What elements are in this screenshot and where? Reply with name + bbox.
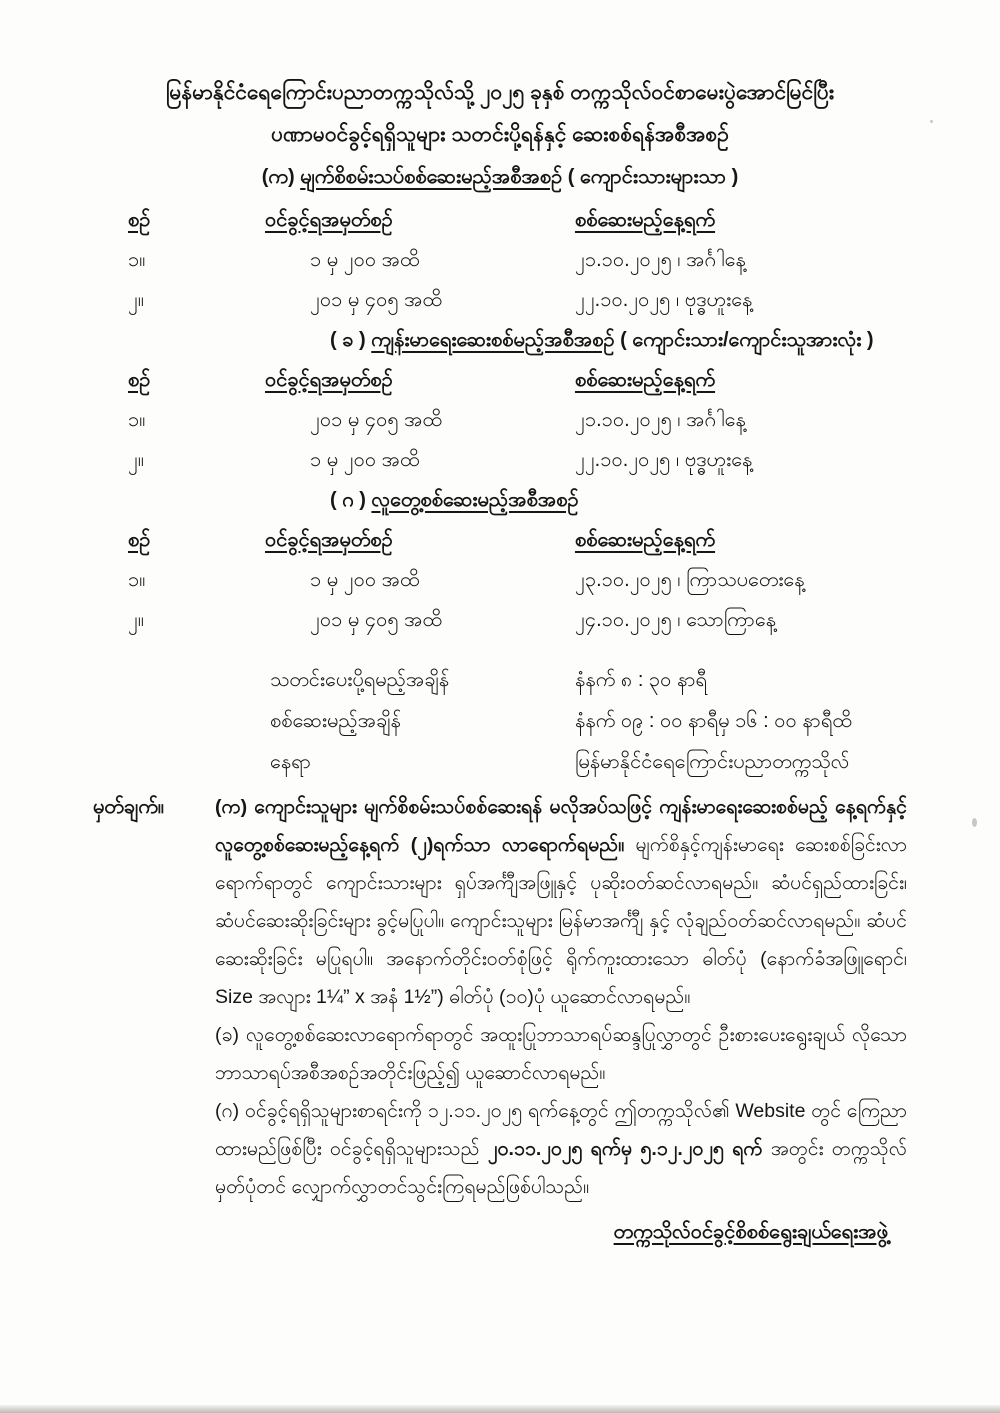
report-info-block	[0, 660, 1000, 783]
subsection-suffix: ( ကျောင်းသား/ကျောင်းသူအားလုံး )	[614, 329, 874, 351]
cell-serial: ၂။	[128, 289, 144, 311]
cell-serial: ၁။	[128, 409, 146, 431]
info-label: သတင်းပေးပို့ရမည့်အချိန်	[270, 669, 450, 691]
note-text-segment: ၂၀.၁၁.၂၀၂၅ ရက်မှ ၅.၁၂.၂၀၂၅ ရက်	[487, 1138, 763, 1160]
info-label: စစ်ဆေးမည့်အချိန်	[270, 710, 401, 732]
column-header-roll	[265, 200, 575, 240]
column-header-no-label: စဉ်	[128, 529, 151, 551]
table-header-row	[128, 360, 1000, 400]
cell-roll-range: ၁ မှ ၂၀၀ အထိ	[310, 569, 420, 591]
section-a-label: (က)	[261, 166, 295, 188]
eye-test-schedule-table	[0, 200, 1000, 320]
subsection-label: ( ခ )	[330, 329, 372, 351]
section-a-title: မျက်စိစမ်းသပ်စစ်ဆေးမည့်အစီအစဉ်	[300, 166, 563, 188]
column-header-no	[128, 520, 265, 560]
info-row	[270, 742, 1000, 783]
interview-schedule-table	[0, 520, 1000, 640]
cell-roll-range: ၂၀၁ မှ ၄၀၅ အထိ	[310, 289, 442, 311]
column-header-roll	[265, 360, 575, 400]
note-text-segment: (က) ကျောင်းသူများ မျက်စိစမ်းသပ်စစ်ဆေးရန် မလိုအပ်သဖြင့် ကျန်းမာရေးဆေးစစ်မည့် နေ့ရက်နှင့် လူတွေ့စစ်ဆေးမည့်နေ့ရက် (၂)ရက်သာ လာရောက်ရမည်။	[215, 796, 907, 856]
section-a-suffix: ( ကျောင်းသားများသာ )	[567, 166, 739, 188]
column-header-roll	[265, 520, 575, 560]
table-row	[128, 280, 1000, 320]
cell-exam-date: ၂၃.၁၀.၂၀၂၅ ၊ ကြာသပတေးနေ့	[575, 569, 805, 591]
note-c	[215, 1092, 907, 1206]
schedule-tables	[0, 200, 1000, 640]
column-header-no	[128, 360, 265, 400]
cell-roll-range: ၁ မှ ၂၀၀ အထိ	[310, 449, 420, 471]
column-header-no-label: စဉ်	[128, 369, 151, 391]
note-paragraphs	[215, 788, 907, 1206]
note-text-segment: မျက်စိနှင့်ကျန်းမာရေး ဆေးစစ်ခြင်းလာရောက်ရာတွင် ကျောင်းသားများ ရှပ်အင်္ကျီအဖြူနှင့် ပုဆိုးဝတ်ဆင်လာရမည်။ ဆံပင်ရှည်ထားခြင်း၊ ဆံပင်ဆေးဆိုးခြင်းများ ခွင့်မပြုပါ။ ကျောင်းသူများ မြန်မာအင်္ကျီ နှင့် လုံချည်ဝတ်ဆင်လာရမည်။ ဆံပင်ဆေးဆိုးခြင်း မပြုရပါ။ အနောက်တိုင်းဝတ်စုံဖြင့် ရိုက်ကူးထားသော ဓါတ်ပုံ (နောက်ခံအဖြူရောင်၊ Size အလျား 1¼” x အနံ 1½”) ဓါတ်ပုံ (၁၀)ပုံ ယူဆောင်လာရမည်။	[215, 834, 907, 1008]
note-a	[215, 788, 907, 1016]
notes-heading: မှတ်ချက်။	[93, 796, 164, 818]
notes-section	[0, 788, 1000, 1206]
column-header-date	[575, 520, 1000, 560]
scan-artifact	[930, 120, 933, 123]
cell-exam-date: ၂၂.၁၀.၂၀၂၅ ၊ ဗုဒ္ဓဟူးနေ့	[575, 289, 753, 311]
cell-exam-date: ၂၂.၁၀.၂၀၂၅ ၊ ဗုဒ္ဓဟူးနေ့	[575, 449, 753, 471]
document-header	[0, 72, 1000, 198]
column-header-date-label: စစ်ဆေးမည့်နေ့ရက်	[575, 209, 716, 231]
column-header-roll-label: ဝင်ခွင့်ရအမှတ်စဉ်	[265, 529, 393, 551]
cell-serial: ၁။	[128, 249, 146, 271]
signature-line	[0, 1218, 1000, 1248]
column-header-roll-label: ဝင်ခွင့်ရအမှတ်စဉ်	[265, 369, 393, 391]
column-header-date-label: စစ်ဆေးမည့်နေ့ရက်	[575, 529, 716, 551]
cell-exam-date: ၂၁.၁၀.၂၀၂၅ ၊ အင်္ဂါနေ့	[575, 409, 746, 431]
table-row	[128, 560, 1000, 600]
subsection-heading	[330, 480, 1000, 520]
table-row	[128, 400, 1000, 440]
subsection-title: ကျန်းမာရေးဆေးစစ်မည့်အစီအစဉ်	[371, 329, 615, 351]
column-header-no-label: စဉ်	[128, 209, 151, 231]
info-value: နံနက် ၈ : ၃၀ နာရီ	[575, 669, 708, 691]
title-line-2: ပဏာမဝင်ခွင့်ရရှိသူများ သတင်းပို့ရန်နှင့် ဆေးစစ်ရန်အစီအစဉ်	[271, 123, 729, 146]
table-header-row	[128, 520, 1000, 560]
cell-serial: ၂။	[128, 609, 144, 631]
title-line-1: မြန်မာနိုင်ငံရေကြောင်းပညာတက္ကသိုလ်သို့ ၂၀၂၅ ခုနှစ် တက္ကသိုလ်ဝင်စာမေးပွဲအောင်မြင်ပြီး	[165, 81, 835, 104]
column-header-date-label: စစ်ဆေးမည့်နေ့ရက်	[575, 369, 716, 391]
column-header-date	[575, 360, 1000, 400]
cell-serial: ၁။	[128, 569, 146, 591]
table-header-row	[128, 200, 1000, 240]
info-row	[270, 660, 1000, 701]
column-header-roll-label: ဝင်ခွင့်ရအမှတ်စဉ်	[265, 209, 393, 231]
cell-exam-date: ၂၄.၁၀.၂၀၂၅ ၊ သောကြာနေ့	[575, 609, 777, 631]
cell-roll-range: ၂၀၁ မှ ၄၀၅ အထိ	[310, 409, 442, 431]
subsection-heading	[330, 320, 1000, 360]
section-a-heading	[0, 156, 1000, 198]
note-text-segment: (ခ) လူတွေ့စစ်ဆေးလာရောက်ရာတွင် အထူးပြုဘာသာရပ်ဆန္ဒပြုလွှာတွင် ဦးစားပေးရွေးချယ် လိုသောဘာသာရပ်အစီအစဉ်အတိုင်းဖြည့်၍ ယူဆောင်လာရမည်။	[215, 1024, 907, 1084]
scan-artifact	[972, 818, 977, 827]
note-text-segment: (ဂ) ဝင်ခွင့်ရရှိသူများစာရင်းကို ၁၂.၁၁.၂၀၂၅ ရက်နေ့တွင် ဤတက္ကသိုလ်၏ Website တွင် ကြေညာထားမည်ဖြစ်ပြီး ဝင်ခွင့်ရရှိသူများသည်	[215, 1100, 907, 1160]
cell-roll-range: ၁ မှ ၂၀၀ အထိ	[310, 249, 420, 271]
table-row	[128, 240, 1000, 280]
subsection-label: ( ဂ )	[330, 489, 372, 511]
note-text-segment: အတွင်း တက္ကသိုလ်မှတ်ပုံတင် လျှောက်လွှာတင်သွင်းကြရမည်ဖြစ်ပါသည်။	[215, 1138, 908, 1198]
info-value: နံနက် ၀၉ : ၀၀ နာရီမှ ၁၆ : ၀၀ နာရီထိ	[575, 710, 852, 732]
health-check-schedule-table	[0, 360, 1000, 480]
scan-edge-shadow	[0, 1405, 1000, 1413]
signature-text: တက္ကသိုလ်ဝင်ခွင့်စိစစ်ရွေးချယ်ရေးအဖွဲ့	[613, 1221, 888, 1243]
cell-exam-date: ၂၁.၁၀.၂၀၂၅ ၊ အင်္ဂါနေ့	[575, 249, 746, 271]
column-header-date	[575, 200, 1000, 240]
table-row	[128, 440, 1000, 480]
info-value: မြန်မာနိုင်ငံရေကြောင်းပညာတက္ကသိုလ်	[575, 751, 850, 773]
table-row	[128, 600, 1000, 640]
subsection-title: လူတွေ့စစ်ဆေးမည့်အစီအစဉ်	[371, 489, 579, 511]
column-header-no	[128, 200, 265, 240]
info-row	[270, 701, 1000, 742]
cell-serial: ၂။	[128, 449, 144, 471]
note-b	[215, 1016, 907, 1092]
cell-roll-range: ၂၀၁ မှ ၄၀၅ အထိ	[310, 609, 442, 631]
info-label: နေရာ	[270, 751, 311, 773]
